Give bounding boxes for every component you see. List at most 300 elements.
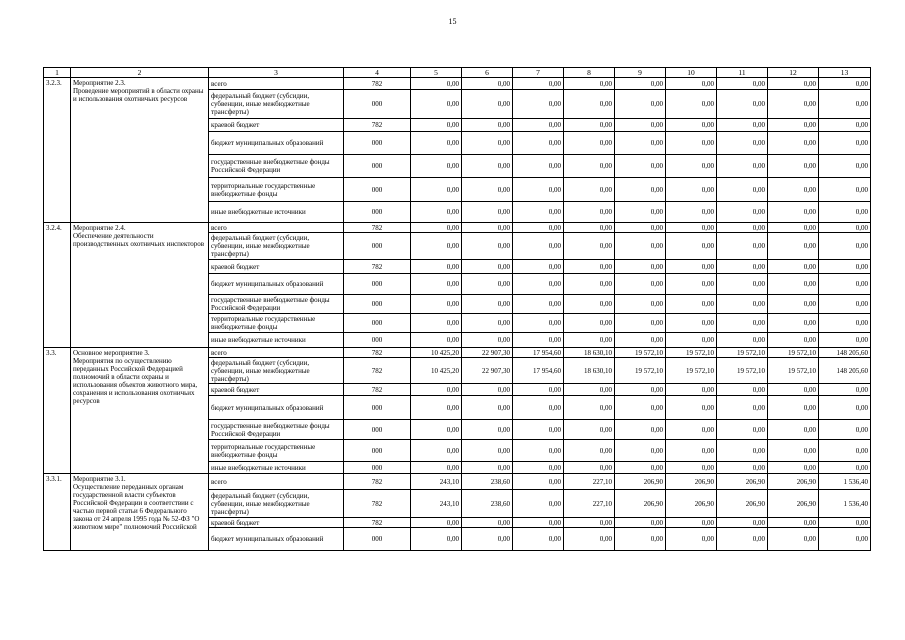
amount-cell: 0,00 [819,420,871,440]
column-number: 8 [564,68,615,78]
amount-cell: 0,00 [411,462,462,474]
budget-code: 782 [344,358,411,384]
amount-cell: 0,00 [666,295,717,314]
amount-cell: 0,00 [462,440,513,462]
column-number: 11 [717,68,768,78]
amount-cell: 0,00 [768,223,819,233]
amount-cell: 0,00 [666,260,717,274]
amount-cell: 243,10 [411,490,462,518]
amount-cell: 0,00 [513,260,564,274]
funding-source: территориальные государственные внебюджетные фонды [209,314,344,333]
activity-index: 3.3.1. [44,474,71,551]
amount-cell: 0,00 [615,440,666,462]
amount-cell: 0,00 [411,202,462,223]
amount-cell: 0,00 [666,333,717,348]
table-row [44,348,871,358]
amount-cell: 0,00 [615,384,666,396]
table-row [44,78,871,90]
amount-cell: 0,00 [513,233,564,260]
amount-cell: 0,00 [462,90,513,119]
amount-cell: 0,00 [819,78,871,90]
amount-cell: 10 425,20 [411,358,462,384]
funding-source: бюджет муниципальных образований [209,396,344,420]
amount-cell: 0,00 [462,396,513,420]
column-number: 1 [44,68,71,78]
amount-cell: 0,00 [768,314,819,333]
amount-cell: 0,00 [513,396,564,420]
amount-cell: 0,00 [666,384,717,396]
amount-cell: 0,00 [513,333,564,348]
amount-cell: 0,00 [717,295,768,314]
budget-code: 000 [344,333,411,348]
amount-cell: 19 572,10 [768,348,819,358]
amount-cell: 206,90 [768,474,819,490]
amount-cell: 0,00 [615,202,666,223]
amount-cell: 0,00 [564,90,615,119]
funding-source: государственные внебюджетные фонды Российской Федерации [209,295,344,314]
amount-cell: 0,00 [411,420,462,440]
amount-cell: 0,00 [564,420,615,440]
column-number: 10 [666,68,717,78]
amount-cell: 0,00 [411,233,462,260]
amount-cell: 0,00 [768,295,819,314]
amount-cell: 0,00 [411,132,462,155]
funding-source: территориальные государственные внебюджетные фонды [209,440,344,462]
activity-index: 3.2.3. [44,78,71,223]
amount-cell: 0,00 [411,295,462,314]
amount-cell: 206,90 [615,474,666,490]
amount-cell: 0,00 [411,518,462,528]
amount-cell: 0,00 [666,223,717,233]
amount-cell: 0,00 [768,462,819,474]
amount-cell: 206,90 [666,490,717,518]
amount-cell: 0,00 [768,396,819,420]
funding-source: всего [209,348,344,358]
amount-cell: 0,00 [717,420,768,440]
amount-cell: 0,00 [819,440,871,462]
column-number: 4 [344,68,411,78]
amount-cell: 0,00 [615,274,666,295]
amount-cell: 0,00 [717,518,768,528]
column-number: 7 [513,68,564,78]
amount-cell: 0,00 [666,396,717,420]
amount-cell: 0,00 [462,295,513,314]
funding-source: государственные внебюджетные фонды Российской Федерации [209,420,344,440]
amount-cell: 0,00 [411,223,462,233]
amount-cell: 227,10 [564,474,615,490]
amount-cell: 0,00 [513,295,564,314]
budget-code: 000 [344,295,411,314]
amount-cell: 19 572,10 [768,358,819,384]
column-number: 5 [411,68,462,78]
amount-cell: 0,00 [513,119,564,132]
amount-cell: 0,00 [717,528,768,551]
amount-cell: 0,00 [462,528,513,551]
funding-source: федеральный бюджет (субсидии, субвенции, иные межбюджетные трансферты) [209,233,344,260]
amount-cell: 22 907,30 [462,348,513,358]
amount-cell: 0,00 [564,295,615,314]
funding-source: краевой бюджет [209,518,344,528]
amount-cell: 0,00 [717,155,768,178]
amount-cell: 0,00 [819,528,871,551]
amount-cell: 19 572,10 [717,348,768,358]
amount-cell: 0,00 [462,384,513,396]
amount-cell: 0,00 [666,528,717,551]
amount-cell: 0,00 [462,132,513,155]
amount-cell: 0,00 [462,274,513,295]
amount-cell: 206,90 [615,490,666,518]
amount-cell: 22 907,30 [462,358,513,384]
amount-cell: 0,00 [768,78,819,90]
funding-source: всего [209,474,344,490]
amount-cell: 0,00 [513,132,564,155]
activity-name: Мероприятие 2.3. Проведение мероприятий в области охраны и использования охотничьих ресурсов [71,78,209,223]
amount-cell: 0,00 [768,90,819,119]
amount-cell: 0,00 [411,178,462,202]
column-number: 6 [462,68,513,78]
amount-cell: 0,00 [666,119,717,132]
amount-cell: 0,00 [768,274,819,295]
amount-cell: 0,00 [564,440,615,462]
amount-cell: 0,00 [462,202,513,223]
amount-cell: 0,00 [513,223,564,233]
amount-cell: 0,00 [513,490,564,518]
budget-code: 000 [344,396,411,420]
budget-code: 000 [344,233,411,260]
amount-cell: 0,00 [615,396,666,420]
funding-source: бюджет муниципальных образований [209,274,344,295]
amount-cell: 238,60 [462,474,513,490]
table-row [44,223,871,233]
amount-cell: 0,00 [411,528,462,551]
amount-cell: 0,00 [717,202,768,223]
funding-source: бюджет муниципальных образований [209,132,344,155]
amount-cell: 0,00 [615,518,666,528]
amount-cell: 0,00 [462,260,513,274]
budget-code: 782 [344,260,411,274]
amount-cell: 0,00 [768,260,819,274]
activity-name: Мероприятие 2.4. Обеспечение деятельности производственных охотничьих инспекторов [71,223,209,348]
amount-cell: 0,00 [717,440,768,462]
amount-cell: 18 630,10 [564,348,615,358]
amount-cell: 0,00 [411,314,462,333]
amount-cell: 19 572,10 [717,358,768,384]
amount-cell: 0,00 [513,420,564,440]
budget-code: 000 [344,528,411,551]
amount-cell: 0,00 [717,260,768,274]
amount-cell: 0,00 [513,440,564,462]
amount-cell: 0,00 [819,155,871,178]
amount-cell: 206,90 [717,474,768,490]
column-number: 3 [209,68,344,78]
amount-cell: 0,00 [615,178,666,202]
amount-cell: 0,00 [411,155,462,178]
budget-code: 000 [344,202,411,223]
amount-cell: 1 536,40 [819,474,871,490]
amount-cell: 0,00 [768,233,819,260]
amount-cell: 0,00 [411,440,462,462]
amount-cell: 19 572,10 [615,358,666,384]
amount-cell: 0,00 [768,420,819,440]
amount-cell: 0,00 [564,314,615,333]
amount-cell: 0,00 [615,295,666,314]
amount-cell: 19 572,10 [666,358,717,384]
amount-cell: 0,00 [411,90,462,119]
amount-cell: 0,00 [513,90,564,119]
amount-cell: 0,00 [717,78,768,90]
amount-cell: 0,00 [819,202,871,223]
amount-cell: 0,00 [768,202,819,223]
amount-cell: 0,00 [666,440,717,462]
funding-source: федеральный бюджет (субсидии, субвенции, иные межбюджетные трансферты) [209,490,344,518]
amount-cell: 238,60 [462,490,513,518]
amount-cell: 0,00 [513,178,564,202]
amount-cell: 0,00 [615,119,666,132]
budget-code: 000 [344,462,411,474]
amount-cell: 0,00 [717,132,768,155]
amount-cell: 0,00 [666,90,717,119]
budget-code: 000 [344,178,411,202]
amount-cell: 0,00 [768,440,819,462]
amount-cell: 0,00 [615,420,666,440]
page-number: 15 [448,17,457,26]
amount-cell: 0,00 [615,223,666,233]
amount-cell: 0,00 [564,384,615,396]
amount-cell: 0,00 [666,314,717,333]
amount-cell: 0,00 [564,178,615,202]
budget-code: 782 [344,348,411,358]
amount-cell: 0,00 [513,202,564,223]
funding-source: краевой бюджет [209,384,344,396]
amount-cell: 0,00 [666,233,717,260]
amount-cell: 0,00 [819,233,871,260]
amount-cell: 0,00 [462,119,513,132]
amount-cell: 0,00 [819,90,871,119]
table-row [44,474,871,490]
amount-cell: 0,00 [513,155,564,178]
amount-cell: 0,00 [411,396,462,420]
amount-cell: 0,00 [717,274,768,295]
amount-cell: 0,00 [666,274,717,295]
amount-cell: 0,00 [819,396,871,420]
amount-cell: 0,00 [411,274,462,295]
amount-cell: 0,00 [717,233,768,260]
budget-code: 782 [344,223,411,233]
activity-name: Основное мероприятие 3. Мероприятия по осуществлению переданных Российской Федерацией полномочий в области охраны и использования объектов животного мира, сохранения и использования охотничьих ресурсов [71,348,209,474]
amount-cell: 0,00 [666,178,717,202]
amount-cell: 0,00 [513,474,564,490]
amount-cell: 0,00 [564,119,615,132]
column-number: 2 [71,68,209,78]
activity-index: 3.2.4. [44,223,71,348]
amount-cell: 0,00 [411,78,462,90]
amount-cell: 0,00 [462,178,513,202]
amount-cell: 0,00 [768,132,819,155]
amount-cell: 0,00 [819,132,871,155]
amount-cell: 0,00 [564,155,615,178]
amount-cell: 0,00 [819,384,871,396]
amount-cell: 0,00 [564,78,615,90]
amount-cell: 0,00 [564,274,615,295]
funding-source: иные внебюджетные источники [209,333,344,348]
amount-cell: 0,00 [564,260,615,274]
amount-cell: 0,00 [666,462,717,474]
amount-cell: 0,00 [768,518,819,528]
amount-cell: 0,00 [717,178,768,202]
amount-cell: 17 954,60 [513,358,564,384]
funding-source: иные внебюджетные источники [209,462,344,474]
amount-cell: 0,00 [768,155,819,178]
funding-source: всего [209,78,344,90]
amount-cell: 0,00 [564,518,615,528]
amount-cell: 0,00 [768,528,819,551]
budget-code: 782 [344,78,411,90]
amount-cell: 0,00 [564,462,615,474]
amount-cell: 0,00 [411,260,462,274]
amount-cell: 0,00 [615,155,666,178]
budget-code: 782 [344,119,411,132]
amount-cell: 0,00 [513,314,564,333]
amount-cell: 19 572,10 [666,348,717,358]
budget-code: 000 [344,155,411,178]
amount-cell: 0,00 [819,260,871,274]
amount-cell: 0,00 [513,78,564,90]
amount-cell: 0,00 [564,132,615,155]
amount-cell: 0,00 [666,202,717,223]
amount-cell: 0,00 [819,223,871,233]
amount-cell: 0,00 [411,333,462,348]
amount-cell: 227,10 [564,490,615,518]
amount-cell: 0,00 [666,518,717,528]
budget-table [43,67,871,551]
amount-cell: 0,00 [513,274,564,295]
amount-cell: 0,00 [819,314,871,333]
amount-cell: 0,00 [717,314,768,333]
activity-name: Мероприятие 3.1. Осуществление переданных органам государственной власти субъектов Российской Федерации в соответствии с частью первой статьи 6 Федерального закона от 24 апреля 1995 года № 52-ФЗ "О животном мире" полномочий Российской [71,474,209,551]
amount-cell: 1 536,40 [819,490,871,518]
funding-source: бюджет муниципальных образований [209,528,344,551]
funding-source: всего [209,223,344,233]
amount-cell: 0,00 [462,518,513,528]
amount-cell: 0,00 [615,233,666,260]
amount-cell: 0,00 [564,202,615,223]
amount-cell: 243,10 [411,474,462,490]
amount-cell: 0,00 [717,396,768,420]
amount-cell: 0,00 [615,528,666,551]
amount-cell: 0,00 [411,384,462,396]
amount-cell: 0,00 [462,155,513,178]
amount-cell: 0,00 [513,518,564,528]
amount-cell: 0,00 [819,462,871,474]
amount-cell: 206,90 [666,474,717,490]
amount-cell: 0,00 [666,132,717,155]
column-number: 12 [768,68,819,78]
amount-cell: 0,00 [615,78,666,90]
amount-cell: 0,00 [819,274,871,295]
amount-cell: 0,00 [666,420,717,440]
funding-source: территориальные государственные внебюджетные фонды [209,178,344,202]
funding-source: федеральный бюджет (субсидии, субвенции, иные межбюджетные трансферты) [209,90,344,119]
amount-cell: 18 630,10 [564,358,615,384]
amount-cell: 10 425,20 [411,348,462,358]
funding-source: иные внебюджетные источники [209,202,344,223]
amount-cell: 17 954,60 [513,348,564,358]
amount-cell: 0,00 [411,119,462,132]
amount-cell: 0,00 [462,314,513,333]
amount-cell: 0,00 [615,260,666,274]
amount-cell: 0,00 [666,78,717,90]
amount-cell: 0,00 [768,119,819,132]
amount-cell: 0,00 [717,333,768,348]
amount-cell: 0,00 [564,396,615,420]
funding-source: краевой бюджет [209,260,344,274]
budget-code: 000 [344,420,411,440]
budget-code: 000 [344,440,411,462]
amount-cell: 0,00 [615,333,666,348]
amount-cell: 206,90 [717,490,768,518]
amount-cell: 0,00 [768,384,819,396]
amount-cell: 0,00 [615,90,666,119]
amount-cell: 0,00 [462,223,513,233]
amount-cell: 0,00 [717,90,768,119]
column-number-row [44,68,871,78]
budget-code: 000 [344,90,411,119]
amount-cell: 0,00 [615,132,666,155]
amount-cell: 0,00 [768,178,819,202]
amount-cell: 148 205,60 [819,348,871,358]
amount-cell: 0,00 [819,119,871,132]
budget-code: 000 [344,132,411,155]
amount-cell: 0,00 [462,233,513,260]
amount-cell: 0,00 [462,420,513,440]
budget-code: 000 [344,274,411,295]
column-number: 9 [615,68,666,78]
amount-cell: 0,00 [717,384,768,396]
funding-source: федеральный бюджет (субсидии, субвенции, иные межбюджетные трансферты) [209,358,344,384]
amount-cell: 0,00 [564,223,615,233]
funding-source: краевой бюджет [209,119,344,132]
amount-cell: 0,00 [819,178,871,202]
budget-code: 782 [344,474,411,490]
amount-cell: 0,00 [717,462,768,474]
amount-cell: 0,00 [513,384,564,396]
amount-cell: 0,00 [819,518,871,528]
amount-cell: 206,90 [768,490,819,518]
amount-cell: 0,00 [513,528,564,551]
amount-cell: 0,00 [513,462,564,474]
amount-cell: 0,00 [462,333,513,348]
amount-cell: 19 572,10 [615,348,666,358]
amount-cell: 0,00 [666,155,717,178]
amount-cell: 0,00 [564,233,615,260]
amount-cell: 0,00 [768,333,819,348]
budget-code: 782 [344,384,411,396]
amount-cell: 0,00 [462,462,513,474]
column-number: 13 [819,68,871,78]
amount-cell: 0,00 [819,333,871,348]
amount-cell: 0,00 [564,333,615,348]
amount-cell: 0,00 [564,528,615,551]
budget-code: 782 [344,518,411,528]
budget-code: 782 [344,490,411,518]
funding-source: государственные внебюджетные фонды Российской Федерации [209,155,344,178]
activity-index: 3.3. [44,348,71,474]
amount-cell: 0,00 [717,119,768,132]
amount-cell: 0,00 [462,78,513,90]
amount-cell: 0,00 [819,295,871,314]
amount-cell: 0,00 [615,462,666,474]
amount-cell: 148 205,60 [819,358,871,384]
